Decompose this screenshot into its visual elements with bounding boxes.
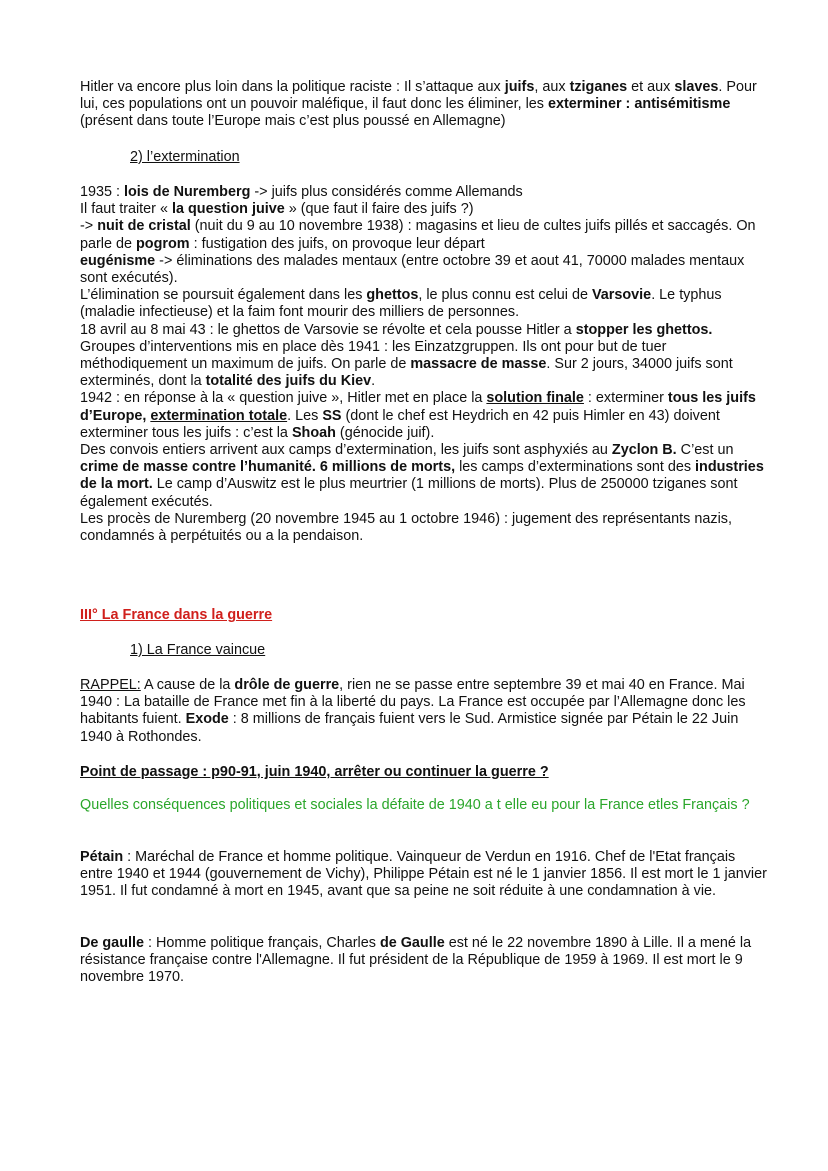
point-de-passage: Point de passage : p90-91, juin 1940, arrêter ou continuer la guerre ? xyxy=(80,764,549,780)
text: et aux xyxy=(627,79,675,95)
subheading-text: 2) l’extermination xyxy=(130,149,240,165)
bold-text: juifs xyxy=(504,79,535,95)
paragraph-de-gaulle: De gaulle : Homme politique français, Charles de Gaulle est né le 22 novembre 1890 à Lille. Il a mené la résistance française contre l'Allemagne. Il fut président de la République de 1959 à 1969. Il est mort le 9 novembre 1970. xyxy=(80,935,752,986)
text: Hitler va encore plus loin dans la politique raciste : Il s’attaque aux xyxy=(80,79,505,95)
text: , aux xyxy=(534,79,570,95)
bold-text: exterminer : antisémitisme xyxy=(547,96,731,113)
line-camps: Des convois entiers arrivent aux camps d’extermination, les juifs sont asphyxiés au Zyclon B. C’est un crime de masse contre l’humanité. 6 millions de morts, les camps d’exterminations sont des industries de la mort. Le camp d’Auswitz est le plus meurtrier (1 millions de morts). Plus de 250000 tziganes sont également exécutés. xyxy=(80,442,764,510)
paragraph-petain: Pétain : Maréchal de France et homme politique. Vainqueur de Verdun en 1916. Chef de l'Etat français entre 1940 et 1944 (gouvernement de Vichy), Philippe Pétain est né le 1 janvier 1856. Il est mort le 1 janvier 1951. Il fut condamné à mort en 1945, avant que sa peine ne soit réduite à une condamnation à vie. xyxy=(80,849,767,900)
line-nuremberg: 1935 : lois de Nuremberg -> juifs plus considérés comme Allemands xyxy=(80,184,523,200)
line-ghettos: L’élimination se poursuit également dans les ghettos, le plus connu est celui de Varsovie. Le typhus (maladie infectieuse) et la faim font mourir des milliers de personnes. xyxy=(80,287,722,321)
text: (présent dans toute l’Europe mais c’est plus poussé en Allemagne) xyxy=(80,113,506,130)
section-extermination xyxy=(80,184,770,545)
line-question-juive: Il faut traiter « la question juive » (que faut il faire des juifs ?) xyxy=(80,201,474,218)
line-varsovie-revolte: 18 avril au 8 mai 43 : le ghettos de Varsovie se révolte et cela pousse Hitler a stopper les ghettos. xyxy=(80,321,713,338)
section-heading-text: III° La France dans la guerre xyxy=(80,607,273,623)
text: . Pour lui, ces populations ont un pouvoir maléfique, il faut donc les éliminer, les xyxy=(80,79,757,113)
subheading-text: 1) La France vaincue xyxy=(130,642,266,658)
bold-text: tziganes xyxy=(569,79,628,95)
line-nuit-de-cristal: -> nuit de cristal (nuit du 9 au 10 novembre 1938) : magasins et lieu de cultes juifs pillés et saccagés. On parle de pogrom : fustigation des juifs, on provoque leur départ xyxy=(80,218,756,252)
bold-text: slaves xyxy=(674,79,719,95)
paragraph-rappel: RAPPEL: A cause de la drôle de guerre, rien ne se passe entre septembre 39 et mai 40 en France. Mai 1940 : La bataille de France met fin à la liberté du pays. La France est occupée par l’Allemagne donc les habitants fuient. Exode : 8 millions de français fuient vers le Sud. Armistice signée par Pétain le 22 Juin 1940 à Rothondes. xyxy=(80,677,746,745)
section-heading-france xyxy=(80,607,770,624)
subheading-france-vaincue xyxy=(80,642,770,659)
question-green: Quelles conséquences politiques et sociales la défaite de 1940 a t elle eu pour la France etles Français ? xyxy=(80,797,750,813)
paragraph-racisme xyxy=(80,79,770,131)
line-proces: Les procès de Nuremberg (20 novembre 1945 au 1 octobre 1946) : jugement des représentants nazis, condamnés à perpétuités ou a la pendaison. xyxy=(80,510,732,545)
subheading-extermination xyxy=(80,149,770,166)
line-solution-finale: 1942 : en réponse à la « question juive », Hitler met en place la solution finale : exterminer tous les juifs d’Europe, extermination totale. Les SS (dont le chef est Heydrich en 42 puis Himler en 43) doivent exterminer tous les juifs : c’est la Shoah (génocide juif). xyxy=(80,390,756,441)
line-eugenisme: eugénisme -> éliminations des malades mentaux (entre octobre 39 et aout 41, 70000 malades mentaux sont exécutés). xyxy=(80,252,745,287)
line-einzatzgruppen: Groupes d’interventions mis en place dès 1941 : les Einzatzgruppen. Ils ont pour but de tuer méthodiquement un maximum de juifs. On parle de massacre de masse. Sur 2 jours, 34000 juifs sont exterminés, dont la totalité des juifs du Kiev. xyxy=(80,338,733,390)
